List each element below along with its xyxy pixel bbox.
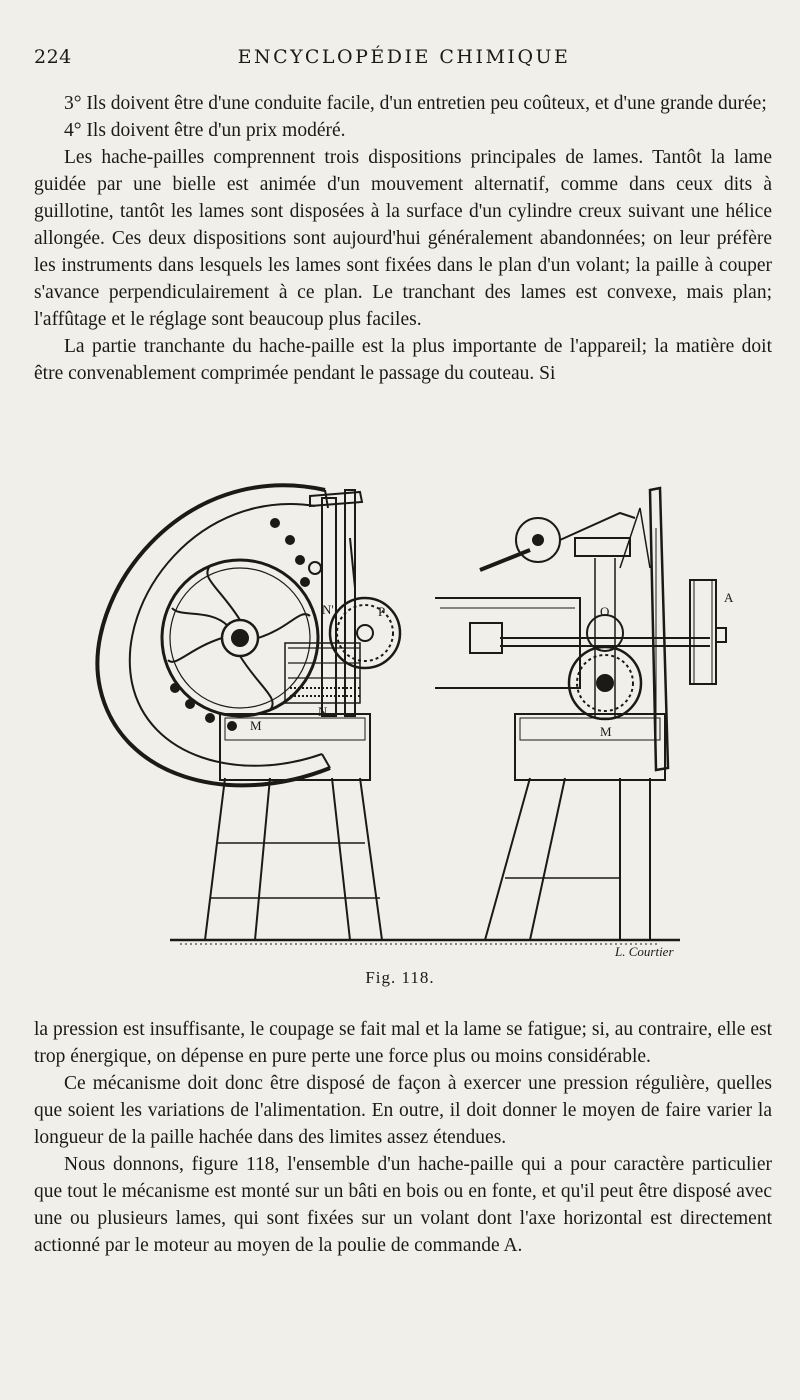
paragraph: La partie tranchante du hache-paille est la plus importante de l'appareil; la matière doit être convenablement comprimée pendant le passage du couteau. Si [34, 336, 772, 384]
paragraph: Nous donnons, figure 118, l'ensemble d'un hache-paille qui a pour caractère particulier que tout le mécanisme est monté sur un bâti en bois ou en fonte, et qu'il peut être disposé avec une ou plusieurs lames, qui sont fixées sur un volant dont l'axe horizontal est directement actionné par le moteur au moyen de la poulie de commande A. [34, 1154, 772, 1256]
label-p: P [378, 604, 386, 619]
label-m-left: M [250, 718, 262, 733]
label-n: N [318, 704, 328, 719]
engraver-signature: L. Courtier [615, 944, 674, 958]
label-n-prime: N' [322, 602, 334, 617]
body-text-top [34, 90, 772, 387]
label-o: O [600, 604, 610, 619]
figure-caption: Fig. 118. [365, 968, 435, 987]
chaff-cutter-engraving [60, 478, 750, 958]
label-a: A [724, 590, 734, 605]
paragraph: la pression est insuffisante, le coupage se fait mal et la lame se fatigue; si, au contraire, elle est trop énergique, on dépense en pure perte une force plus ou moins considérable. [34, 1019, 772, 1067]
page-number: 224 [34, 46, 72, 68]
page-header [34, 46, 774, 76]
paragraph: 4° Ils doivent être d'un prix modéré. [64, 120, 346, 141]
paragraph: Les hache-pailles comprennent trois dispositions principales de lames. Tantôt la lame guidée par une bielle est animée d'un mouvement alternatif, comme dans ceux dits à guillotine, tantôt les lames sont disposées à la surface d'un cylindre creux suivant une hélice allongée. Ces deux dispositions sont aujourd'hui généralement abandonnées; on leur préfère les instruments dans lesquels les lames sont fixées dans le plan d'un volant; la paille à couper s'avance perpendiculairement à ce plan. Le tranchant des lames est convexe, mais plan; l'affûtage et le réglage sont beaucoup plus faciles. [34, 147, 772, 330]
figure-118-illustration [60, 478, 750, 958]
paragraph: 3° Ils doivent être d'une conduite facile, d'un entretien peu coûteux, et d'une grande durée; [64, 93, 767, 114]
running-title: ENCYCLOPÉDIE CHIMIQUE [237, 46, 571, 68]
paragraph: Ce mécanisme doit donc être disposé de façon à exercer une pression régulière, quelles que soient les variations de l'alimentation. En outre, il doit donner le moyen de faire varier la longueur de la paille hachée dans des limites assez étendues. [34, 1073, 772, 1148]
label-m-right: M [600, 724, 612, 739]
body-text-bottom [34, 1016, 772, 1259]
